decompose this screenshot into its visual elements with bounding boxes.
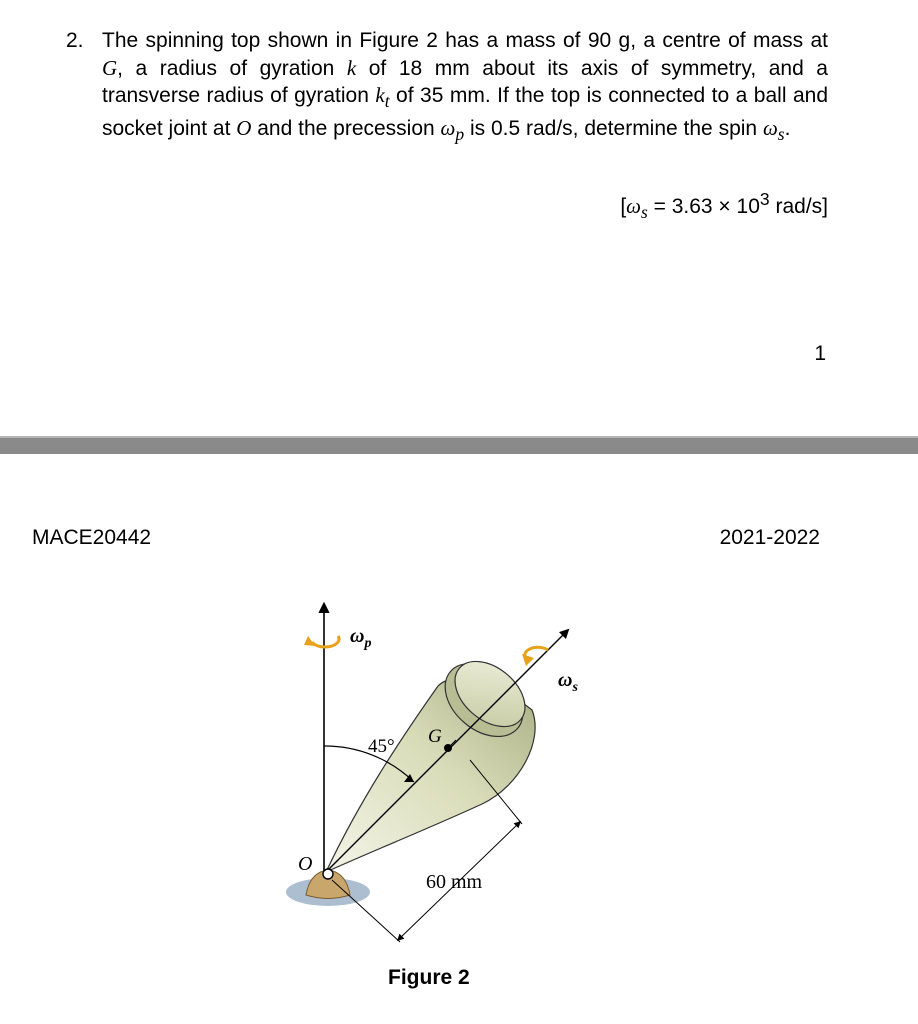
ball-joint (323, 869, 333, 879)
label-G: G (428, 726, 442, 747)
text-segment: and the precession (251, 116, 441, 140)
text-segment: of 35 mm. If the top is connected to a ball and socket joint at (102, 84, 828, 140)
symbol-omega-p-subscript: p (455, 123, 465, 144)
text-segment: is 0.5 rad/s, determine the spin (464, 116, 763, 140)
spinning-top-figure (270, 590, 630, 970)
label-angle: 45° (368, 736, 395, 757)
text-segment: of 18 mm about its axis of symmetry, and a transverse radius of gyration (102, 56, 828, 107)
problem-text (102, 28, 828, 147)
precession-arrow-icon (312, 636, 339, 647)
label-O: O (298, 853, 313, 875)
answer-symbol: ω (626, 194, 641, 218)
course-code: MACE20442 (32, 526, 152, 549)
answer (620, 186, 828, 225)
academic-year: 2021-2022 (719, 526, 820, 549)
page-number: 1 (814, 342, 826, 365)
label-omega-p: $\omega_p$ (350, 625, 372, 651)
answer-bracket: [ (620, 195, 627, 218)
answer-exponent: 3 (759, 189, 770, 209)
figure-caption: Figure 2 (388, 966, 470, 989)
figure-svg (270, 590, 630, 970)
problem-statement (66, 28, 828, 147)
page-divider (0, 436, 918, 454)
answer-value: = 3.63 × 10 (647, 195, 760, 218)
text-segment: , a radius of gyration (117, 56, 347, 80)
symbol-kt-subscript: t (384, 91, 390, 112)
spin-arrowhead-icon (522, 654, 534, 666)
precession-arrowhead-icon (304, 636, 315, 646)
symbol-O: O (236, 115, 252, 140)
symbol-omega-s-subscript: s (777, 123, 785, 144)
label-length: 60 mm (426, 871, 483, 893)
symbol-omega-s: ω (762, 115, 778, 140)
symbol-k: k (346, 55, 357, 80)
answer-unit: rad/s] (769, 195, 828, 218)
symbol-omega-p: ω (440, 115, 456, 140)
symbol-G: G (102, 55, 118, 80)
text-segment: The spinning top shown in Figure 2 has a mass of 90 g, a centre of mass at (102, 29, 828, 52)
symbol-kt: k (375, 83, 385, 107)
text-segment: . (784, 116, 791, 140)
label-omega-s: $\omega_s$ (558, 669, 578, 695)
problem-number: 2. (66, 29, 84, 52)
answer-subscript: s (640, 202, 648, 223)
